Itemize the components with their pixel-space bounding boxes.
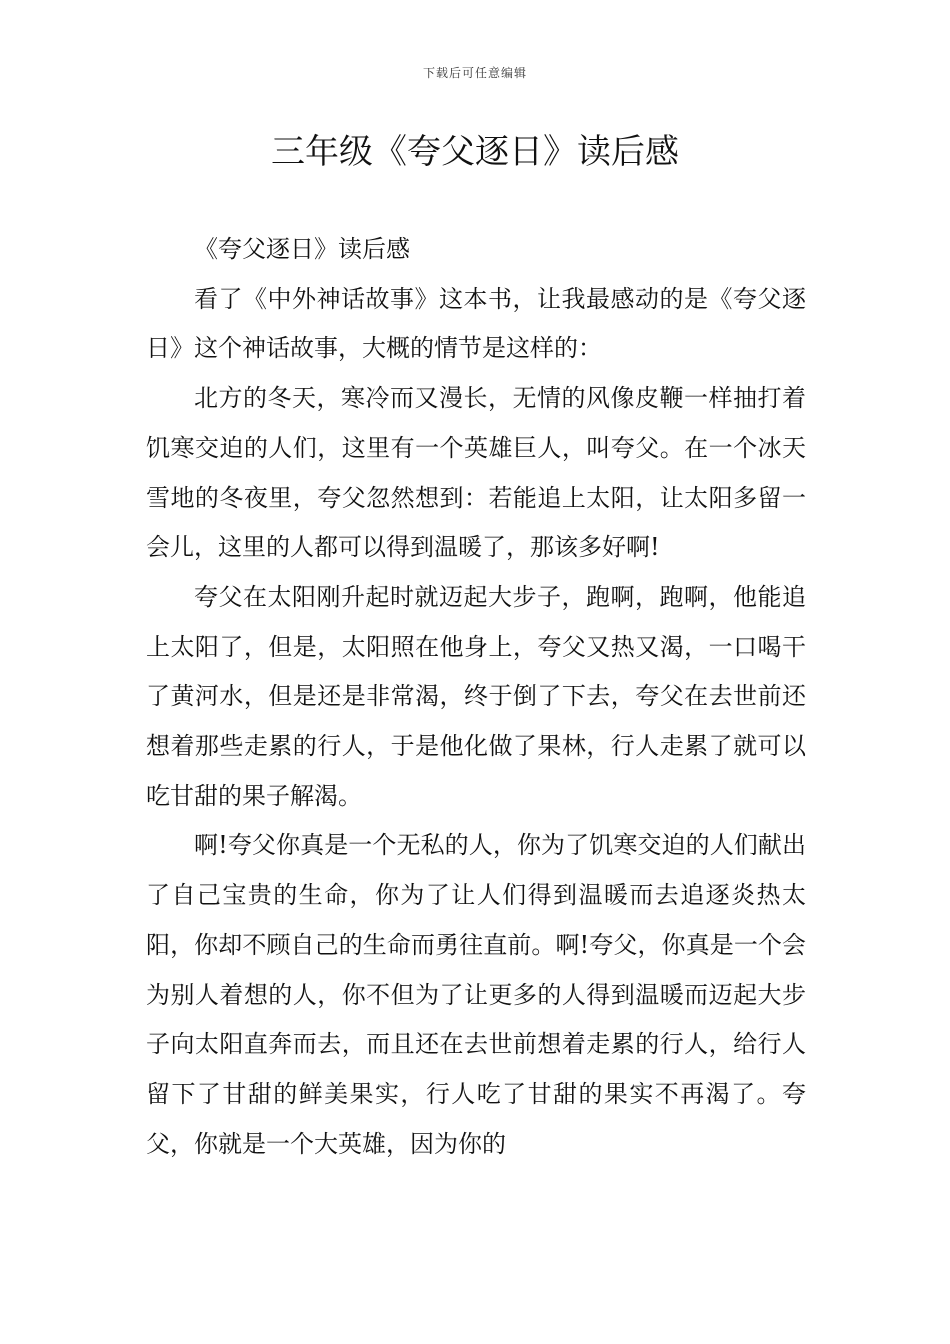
document-body <box>146 225 806 1169</box>
paragraph-story-1: 北方的冬天，寒冷而又漫长，无情的风像皮鞭一样抽打着饥寒交迫的人们，这里有一个英雄巨人，叫夸父。在一个冰天雪地的冬夜里，夸父忽然想到：若能追上太阳，让太阳多留一会儿，这里的人都可以得到温暖了，那该多好啊! <box>146 384 806 562</box>
paragraph-reflection: 啊!夸父你真是一个无私的人，你为了饥寒交迫的人们献出了自己宝贵的生命，你为了让人们得到温暖而去追逐炎热太阳，你却不顾自己的生命而勇往直前。啊!夸父，你真是一个会为别人着想的人，你不但为了让更多的人得到温暖而迈起大步子向太阳直奔而去，而且还在去世前想着走累的行人，给行人留下了甘甜的鲜美果实，行人吃了甘甜的果实不再渴了。夸父，你就是一个大英雄，因为你的 <box>146 831 806 1158</box>
document-title: 三年级《夸父逐日》读后感 <box>271 132 679 172</box>
paragraph-subtitle: 《夸父逐日》读后感 <box>194 235 410 263</box>
header-note: 下载后可任意编辑 <box>422 66 527 80</box>
paragraph-story-2: 夸父在太阳刚升起时就迈起大步子，跑啊，跑啊，他能追上太阳了，但是，太阳照在他身上，夸父又热又渴，一口喝干了黄河水，但是还是非常渴，终于倒了下去，夸父在去世前还想着那些走累的行人，于是他化做了果林，行人走累了就可以吃甘甜的果子解渴。 <box>146 582 806 810</box>
paragraph-intro: 看了《中外神话故事》这本书，让我最感动的是《夸父逐日》这个神话故事，大概的情节是这样的： <box>146 284 806 363</box>
